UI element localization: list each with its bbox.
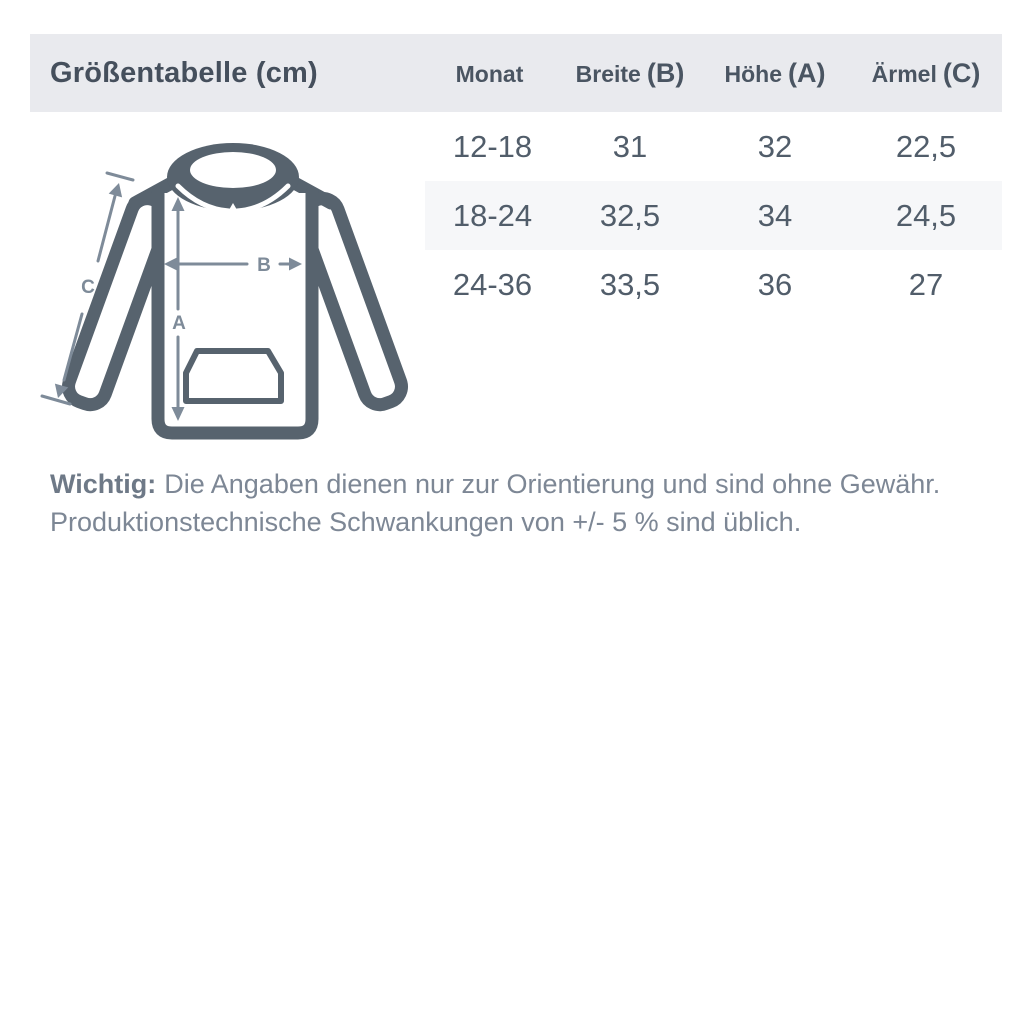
table-cell-hoehe: 32	[757, 128, 793, 164]
note-text-2: Produktionstechnische Schwankungen von +/- 5 % sind üblich.	[50, 507, 802, 537]
column-paren: (A)	[788, 57, 826, 88]
column-header-monat	[425, 58, 560, 89]
table-cell-breite: 31	[612, 128, 648, 164]
column-paren: (C)	[942, 57, 981, 88]
size-table	[425, 34, 1002, 319]
column-label: Ärmel	[871, 60, 937, 87]
table-row	[425, 181, 1002, 250]
column-header-breite	[560, 58, 700, 89]
height-label: A	[172, 313, 186, 334]
column-header-hoehe	[700, 58, 850, 89]
hoodie-pocket	[186, 351, 281, 401]
table-cell-aermel: 24,5	[895, 197, 957, 233]
table-cell-monat: 24-36	[452, 266, 533, 302]
table-header-row	[425, 34, 1002, 112]
width-label: B	[257, 255, 271, 276]
column-label: Breite	[575, 60, 641, 87]
hoodie-diagram	[30, 130, 420, 460]
table-cell-hoehe: 34	[757, 197, 793, 233]
note-important-label: Wichtig:	[50, 469, 157, 499]
table-cell-monat: 12-18	[452, 128, 533, 164]
table-row	[425, 112, 1002, 181]
note-text-1: Die Angaben dienen nur zur Orientierung und sind ohne Gewähr.	[164, 469, 941, 499]
table-row	[425, 250, 1002, 319]
table-cell-aermel: 27	[908, 266, 944, 302]
page-title: Größentabelle (cm)	[50, 57, 318, 89]
important-note	[50, 465, 980, 541]
sleeve-label: C	[81, 277, 95, 298]
column-label: Monat	[455, 60, 524, 87]
note-line-1	[50, 465, 980, 503]
column-paren: (B)	[646, 57, 685, 88]
column-label: Höhe	[724, 60, 782, 87]
table-cell-monat: 18-24	[452, 197, 533, 233]
table-cell-breite: 32,5	[599, 197, 661, 233]
table-cell-breite: 33,5	[599, 266, 661, 302]
table-cell-aermel: 22,5	[895, 128, 957, 164]
table-cell-hoehe: 36	[757, 266, 793, 302]
column-header-aermel	[850, 58, 1002, 89]
